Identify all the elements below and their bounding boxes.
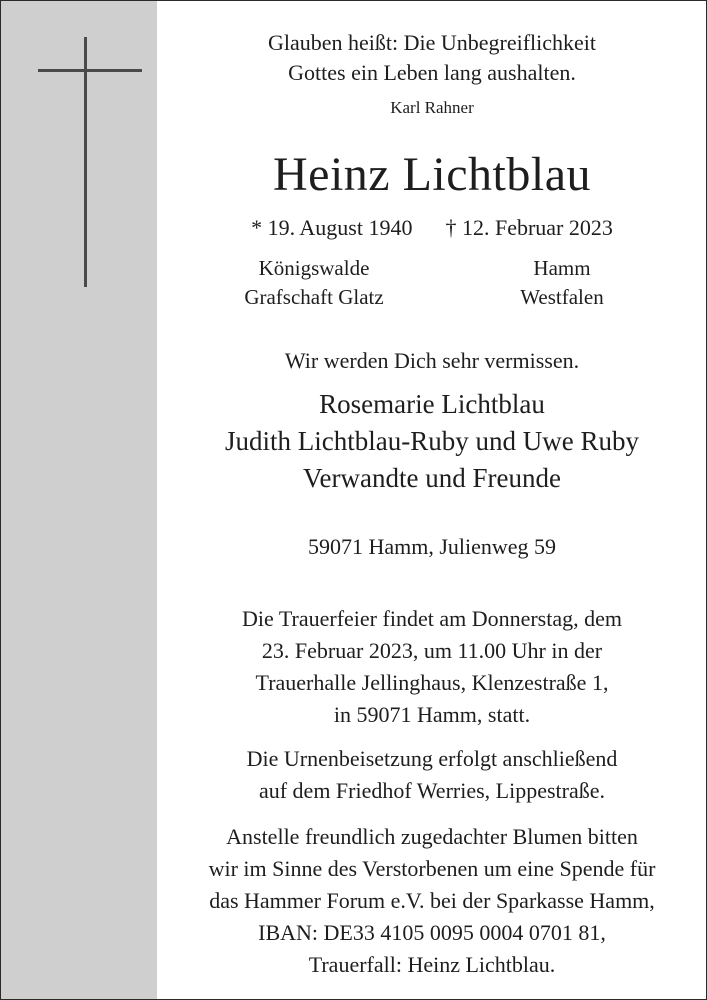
donation-line-2: wir im Sinne des Verstorbenen um eine Spende für bbox=[208, 856, 656, 881]
death-place-line-1: Hamm bbox=[533, 256, 591, 280]
deceased-name: Heinz Lichtblau bbox=[272, 148, 592, 201]
farewell-message: Wir werden Dich sehr vermissen. bbox=[284, 348, 580, 373]
quote-line-1: Glauben heißt: Die Unbegreiflichkeit bbox=[267, 30, 597, 55]
mourner-line-2: Judith Lichtblau-Ruby und Uwe Ruby bbox=[225, 426, 639, 456]
birth-place-line-2: Grafschaft Glatz bbox=[244, 285, 384, 309]
birth-date: * 19. August 1940 bbox=[251, 215, 413, 240]
donation-line-1: Anstelle freundlich zugedachter Blumen bitten bbox=[226, 824, 638, 849]
birth-place-line-1: Königswalde bbox=[258, 256, 370, 280]
donation-line-5: Trauerfall: Heinz Lichtblau. bbox=[308, 952, 556, 977]
donation-line-3: das Hammer Forum e.V. bei der Sparkasse Hamm, bbox=[209, 888, 655, 913]
quote-author: Karl Rahner bbox=[390, 98, 474, 117]
funeral-line-1: Die Trauerfeier findet am Donnerstag, dem bbox=[242, 606, 622, 631]
mourner-line-1: Rosemarie Lichtblau bbox=[319, 389, 545, 419]
mourner-line-3: Verwandte und Freunde bbox=[303, 463, 561, 493]
death-date: † 12. Februar 2023 bbox=[445, 215, 613, 240]
quote-line-2: Gottes ein Leben lang aushalten. bbox=[288, 60, 576, 85]
death-place-line-2: Westfalen bbox=[520, 285, 604, 309]
funeral-line-2: 23. Februar 2023, um 11.00 Uhr in der bbox=[261, 638, 603, 663]
burial-line-2: auf dem Friedhof Werries, Lippestraße. bbox=[258, 778, 606, 803]
burial-line-1: Die Urnenbeisetzung erfolgt anschließend bbox=[246, 746, 618, 771]
family-address: 59071 Hamm, Julienweg 59 bbox=[307, 534, 557, 559]
funeral-line-3: Trauerhalle Jellinghaus, Klenzestraße 1, bbox=[255, 670, 609, 695]
funeral-line-4: in 59071 Hamm, statt. bbox=[333, 702, 531, 727]
donation-line-4: IBAN: DE33 4105 0095 0004 0701 81, bbox=[258, 920, 606, 945]
